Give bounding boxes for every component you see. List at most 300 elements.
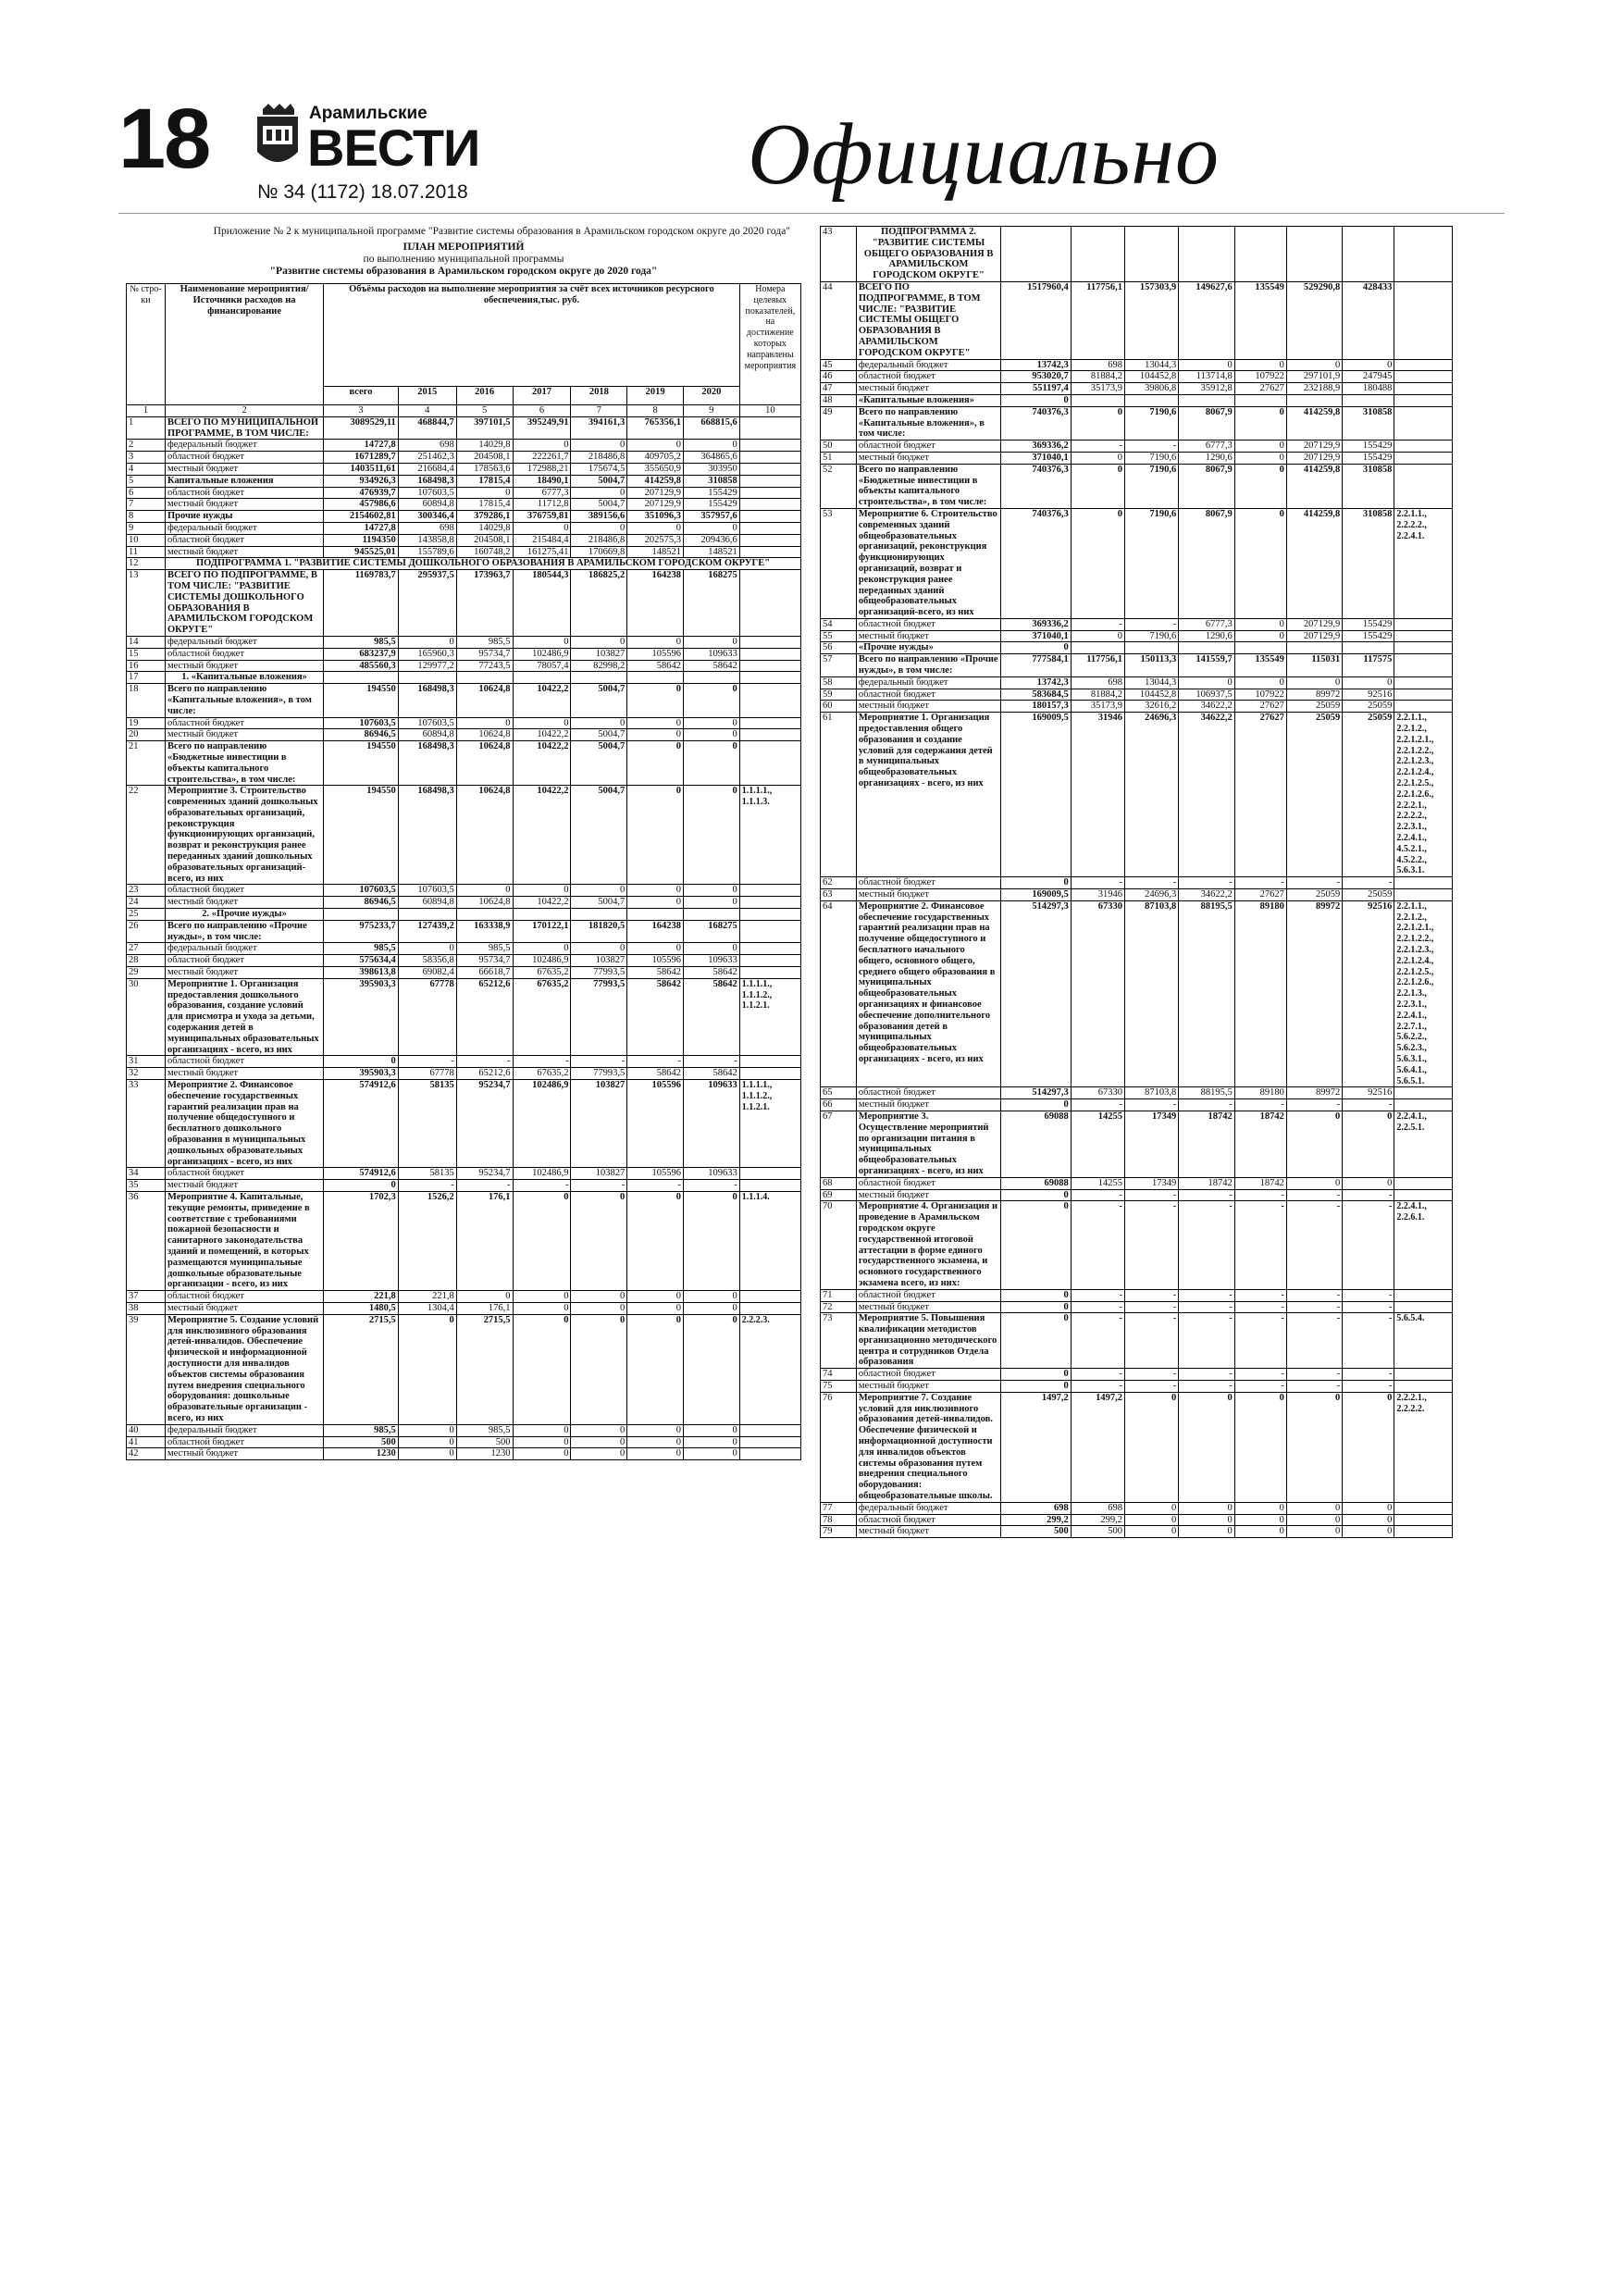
value-cell: 0 bbox=[1001, 877, 1072, 889]
value-cell bbox=[1286, 227, 1342, 282]
value-cell: 698 bbox=[398, 522, 456, 534]
value-cell: 5004,7 bbox=[571, 475, 627, 487]
row-name: 1. «Капитальные вложения» bbox=[165, 672, 323, 684]
row-name: Всего по направлению «Бюджетные инвестиции в объекты капитального строительства», в том числе: bbox=[165, 741, 323, 786]
value-cell bbox=[1234, 227, 1286, 282]
value-cell: - bbox=[627, 1056, 684, 1068]
value-cell: - bbox=[1286, 1099, 1342, 1111]
row-number: 53 bbox=[821, 508, 857, 618]
value-cell: 371040,1 bbox=[1001, 452, 1072, 464]
target-codes bbox=[1394, 394, 1453, 406]
row-name: местный бюджет bbox=[165, 660, 323, 672]
value-cell: 0 bbox=[627, 717, 684, 729]
target-codes bbox=[739, 487, 800, 499]
value-cell: 414259,8 bbox=[627, 475, 684, 487]
table-row bbox=[127, 534, 801, 546]
row-number: 5 bbox=[127, 475, 166, 487]
value-cell: 115031 bbox=[1286, 654, 1342, 677]
value-cell: 7190,6 bbox=[1125, 508, 1179, 618]
value-cell bbox=[571, 909, 627, 921]
value-cell: 6777,3 bbox=[1179, 618, 1234, 630]
value-cell: 428433 bbox=[1343, 281, 1394, 359]
row-number: 8 bbox=[127, 511, 166, 523]
row-number: 37 bbox=[127, 1291, 166, 1303]
value-cell: 2715,5 bbox=[456, 1314, 513, 1424]
value-cell: 69088 bbox=[1001, 1111, 1072, 1177]
row-number: 28 bbox=[127, 955, 166, 967]
value-cell: 95234,7 bbox=[456, 1080, 513, 1168]
value-cell: 0 bbox=[513, 943, 571, 955]
value-cell: 379286,1 bbox=[456, 511, 513, 523]
value-cell: 107922 bbox=[1234, 689, 1286, 701]
target-codes bbox=[1394, 642, 1453, 654]
target-codes bbox=[1394, 689, 1453, 701]
value-cell: 209436,6 bbox=[683, 534, 739, 546]
value-cell: 18490,1 bbox=[513, 475, 571, 487]
value-cell: 0 bbox=[1179, 676, 1234, 689]
target-codes bbox=[739, 1168, 800, 1180]
value-cell: 24696,3 bbox=[1125, 889, 1179, 901]
row-number: 69 bbox=[821, 1189, 857, 1201]
newspaper-logo bbox=[255, 104, 480, 178]
value-cell: - bbox=[1071, 1099, 1124, 1111]
row-name: Мероприятие 5. Создание условий для инклюзивного образования детей-инвалидов. Обеспечение физической и информационной доступности для инвалидов объектов системы образования путем внедрения специального оборудования: дошкольные образовательные организации - всего, из них bbox=[165, 1314, 323, 1424]
appendix-note: Приложение № 2 к муниципальной программе "Развитие системы образования в Арамильском городском округе до 2020 года" bbox=[213, 226, 790, 237]
target-codes: 2.2.1.1., 2.2.1.2., 2.2.1.2.1., 2.2.1.2.2., 2.2.1.2.3., 2.2.1.2.4., 2.2.1.2.5., 2.2.1.2.6., 2.2.1.3., 2.2.3.1., 2.2.4.1., 2.2.7.1., 5.6.2.2., 5.6.2.3., 5.6.3.1., 5.6.4.1., 5.6.5.1. bbox=[1394, 900, 1453, 1087]
value-cell: 0 bbox=[571, 440, 627, 452]
value-cell: 398613,8 bbox=[324, 967, 399, 979]
value-cell: 129977,2 bbox=[398, 660, 456, 672]
table-row bbox=[127, 684, 801, 717]
value-cell bbox=[456, 672, 513, 684]
value-cell: 31946 bbox=[1071, 713, 1124, 877]
value-cell: 207129,9 bbox=[1286, 630, 1342, 642]
value-cell: 698 bbox=[1001, 1502, 1072, 1514]
value-cell: - bbox=[1071, 618, 1124, 630]
target-codes bbox=[1394, 281, 1453, 359]
value-cell: 0 bbox=[1234, 508, 1286, 618]
value-cell: - bbox=[1125, 618, 1179, 630]
value-cell: 18742 bbox=[1234, 1111, 1286, 1177]
value-cell: 0 bbox=[456, 885, 513, 897]
row-number: 11 bbox=[127, 546, 166, 558]
target-codes bbox=[1394, 452, 1453, 464]
table-row bbox=[127, 672, 801, 684]
row-number: 36 bbox=[127, 1191, 166, 1290]
value-cell: 0 bbox=[1286, 1177, 1342, 1189]
value-cell: 77993,5 bbox=[571, 1068, 627, 1080]
value-cell: - bbox=[1286, 1289, 1342, 1301]
row-number: 20 bbox=[127, 729, 166, 741]
subprogram-title: ПОДПРОГРАММА 1. "РАЗВИТИЕ СИСТЕМЫ ДОШКОЛЬНОГО ОБРАЗОВАНИЯ В АРАМИЛЬСКОМ ГОРОДСКОМ ОКРУГЕ" bbox=[165, 558, 800, 570]
value-cell: 0 bbox=[683, 717, 739, 729]
value-cell: 155429 bbox=[683, 487, 739, 499]
value-cell: 0 bbox=[627, 440, 684, 452]
row-name: Всего по направлению «Капитальные вложения», в том числе: bbox=[165, 684, 323, 717]
value-cell: 148521 bbox=[627, 546, 684, 558]
row-name: федеральный бюджет bbox=[856, 1502, 1000, 1514]
value-cell: 77993,5 bbox=[571, 967, 627, 979]
table-row bbox=[821, 1301, 1453, 1313]
value-cell: 0 bbox=[683, 1436, 739, 1448]
value-cell: 1526,2 bbox=[398, 1191, 456, 1290]
value-cell: 0 bbox=[513, 1302, 571, 1314]
target-codes: 1.1.1.4. bbox=[739, 1191, 800, 1290]
value-cell: 740376,3 bbox=[1001, 464, 1072, 508]
value-cell: 0 bbox=[1234, 1392, 1286, 1502]
header-name: Наименование мероприятия/Источники расходов на финансирование bbox=[165, 284, 323, 405]
value-cell: 0 bbox=[683, 1314, 739, 1424]
value-cell: - bbox=[456, 1056, 513, 1068]
value-cell bbox=[627, 909, 684, 921]
value-cell: 34622,2 bbox=[1179, 889, 1234, 901]
value-cell: 17349 bbox=[1125, 1111, 1179, 1177]
row-name: «Прочие нужды» bbox=[856, 642, 1000, 654]
value-cell: 574912,6 bbox=[324, 1168, 399, 1180]
value-cell: 58135 bbox=[398, 1080, 456, 1168]
value-cell: 161275,41 bbox=[513, 546, 571, 558]
value-cell: 0 bbox=[1234, 464, 1286, 508]
row-number: 34 bbox=[127, 1168, 166, 1180]
value-cell: 204508,1 bbox=[456, 534, 513, 546]
table-row bbox=[821, 1201, 1453, 1289]
row-number: 25 bbox=[127, 909, 166, 921]
value-cell: 0 bbox=[627, 1314, 684, 1424]
value-cell: 5004,7 bbox=[571, 897, 627, 909]
value-cell: 300346,4 bbox=[398, 511, 456, 523]
row-name: местный бюджет bbox=[165, 499, 323, 511]
value-cell bbox=[1071, 642, 1124, 654]
value-cell: 2715,5 bbox=[324, 1314, 399, 1424]
year-2018: 2018 bbox=[571, 387, 627, 405]
value-cell: 78057,4 bbox=[513, 660, 571, 672]
value-cell: 0 bbox=[1234, 676, 1286, 689]
value-cell: 0 bbox=[1343, 676, 1394, 689]
target-codes bbox=[739, 909, 800, 921]
table-row bbox=[127, 729, 801, 741]
table-row bbox=[127, 487, 801, 499]
value-cell: 985,5 bbox=[456, 943, 513, 955]
value-cell bbox=[1125, 394, 1179, 406]
table-row bbox=[821, 676, 1453, 689]
target-codes bbox=[1394, 654, 1453, 677]
value-cell: 58642 bbox=[627, 978, 684, 1056]
index-cell: 1 bbox=[127, 405, 166, 417]
value-cell: - bbox=[1234, 1301, 1286, 1313]
value-cell: 0 bbox=[683, 1424, 739, 1436]
index-cell: 6 bbox=[513, 405, 571, 417]
row-number: 79 bbox=[821, 1526, 857, 1538]
row-number: 43 bbox=[821, 227, 857, 282]
row-number: 58 bbox=[821, 676, 857, 689]
value-cell: - bbox=[1179, 877, 1234, 889]
row-name: областной бюджет bbox=[856, 1514, 1000, 1526]
value-cell: 1290,6 bbox=[1179, 630, 1234, 642]
value-cell: 163338,9 bbox=[456, 920, 513, 943]
value-cell: 89972 bbox=[1286, 689, 1342, 701]
target-codes bbox=[1394, 464, 1453, 508]
row-number: 50 bbox=[821, 441, 857, 453]
value-cell: 0 bbox=[1071, 452, 1124, 464]
value-cell: - bbox=[1343, 1381, 1394, 1393]
value-cell: 0 bbox=[513, 636, 571, 648]
value-cell: 310858 bbox=[1343, 508, 1394, 618]
table-row bbox=[127, 1068, 801, 1080]
row-number: 61 bbox=[821, 713, 857, 877]
value-cell: 1671289,7 bbox=[324, 452, 399, 464]
table-row bbox=[127, 955, 801, 967]
value-cell: 357957,6 bbox=[683, 511, 739, 523]
row-number: 52 bbox=[821, 464, 857, 508]
index-cell: 9 bbox=[683, 405, 739, 417]
target-codes bbox=[1394, 1526, 1453, 1538]
value-cell: 180157,3 bbox=[1001, 701, 1072, 713]
header-divider bbox=[118, 213, 1505, 214]
target-codes bbox=[739, 475, 800, 487]
value-cell: 103827 bbox=[571, 955, 627, 967]
value-cell: 87103,8 bbox=[1125, 1087, 1179, 1099]
value-cell: 102486,9 bbox=[513, 1080, 571, 1168]
target-codes bbox=[739, 546, 800, 558]
row-number: 49 bbox=[821, 406, 857, 440]
value-cell: 364865,6 bbox=[683, 452, 739, 464]
value-cell: 0 bbox=[571, 1436, 627, 1448]
row-number: 24 bbox=[127, 897, 166, 909]
value-cell: 27627 bbox=[1234, 701, 1286, 713]
table-row bbox=[127, 1448, 801, 1460]
value-cell: 7190,6 bbox=[1125, 452, 1179, 464]
value-cell: 683237,9 bbox=[324, 648, 399, 660]
row-name: областной бюджет bbox=[165, 717, 323, 729]
value-cell: 0 bbox=[571, 1291, 627, 1303]
value-cell: 102486,9 bbox=[513, 1168, 571, 1180]
row-name: Всего по направлению «Бюджетные инвестиции в объекты капитального строительства», в том числе: bbox=[856, 464, 1000, 508]
row-number: 23 bbox=[127, 885, 166, 897]
row-number: 41 bbox=[127, 1436, 166, 1448]
value-cell: 77993,5 bbox=[571, 978, 627, 1056]
value-cell: 89972 bbox=[1286, 900, 1342, 1087]
row-number: 66 bbox=[821, 1099, 857, 1111]
issue-info: № 34 (1172) 18.07.2018 bbox=[257, 181, 468, 203]
value-cell: 0 bbox=[1071, 406, 1124, 440]
value-cell: - bbox=[513, 1056, 571, 1068]
value-cell: - bbox=[1125, 1313, 1179, 1369]
table-row bbox=[127, 1168, 801, 1180]
value-cell: 395903,3 bbox=[324, 1068, 399, 1080]
value-cell: 0 bbox=[513, 1448, 571, 1460]
value-cell: 0 bbox=[398, 943, 456, 955]
row-number: 35 bbox=[127, 1180, 166, 1192]
table-row bbox=[821, 464, 1453, 508]
target-codes bbox=[1394, 1099, 1453, 1111]
row-name: местный бюджет bbox=[856, 452, 1000, 464]
row-name: Всего по направлению «Капитальные вложения», в том числе: bbox=[856, 406, 1000, 440]
value-cell: 92516 bbox=[1343, 900, 1394, 1087]
value-cell: 0 bbox=[1125, 1502, 1179, 1514]
logo-top-text: Арамильские bbox=[309, 104, 427, 123]
value-cell: 89180 bbox=[1234, 900, 1286, 1087]
table-row bbox=[821, 359, 1453, 371]
value-cell: 14029,8 bbox=[456, 522, 513, 534]
target-codes bbox=[1394, 1177, 1453, 1189]
table-row bbox=[821, 1289, 1453, 1301]
value-cell: 109633 bbox=[683, 955, 739, 967]
value-cell: 10422,2 bbox=[513, 729, 571, 741]
value-cell: - bbox=[1179, 1369, 1234, 1381]
value-cell: 514297,3 bbox=[1001, 900, 1072, 1087]
table-row bbox=[127, 1180, 801, 1192]
value-cell: - bbox=[1125, 1301, 1179, 1313]
value-cell: 0 bbox=[1234, 441, 1286, 453]
row-number: 26 bbox=[127, 920, 166, 943]
row-name: федеральный бюджет bbox=[165, 943, 323, 955]
table-row bbox=[127, 741, 801, 786]
value-cell: 0 bbox=[1343, 1514, 1394, 1526]
row-name: ВСЕГО ПО ПОДПРОГРАММЕ, В ТОМ ЧИСЛЕ: "РАЗВИТИЕ СИСТЕМЫ ОБЩЕГО ОБРАЗОВАНИЯ В АРАМИЛЬСКОМ ГОРОДСКОМ ОКРУГЕ" bbox=[856, 281, 1000, 359]
row-name: Мероприятие 2. Финансовое обеспечение государственных гарантий реализации прав на получение общедоступного и бесплатного начального общего, основного общего, среднего общего образования в муниципальных общеобразовательных организациях и финансовое обеспечение дополнительного образования детей в муниципальных общеобразовательных организациях - всего, из них bbox=[856, 900, 1000, 1087]
value-cell: 67635,2 bbox=[513, 967, 571, 979]
value-cell: 583684,5 bbox=[1001, 689, 1072, 701]
row-name: областной бюджет bbox=[165, 1291, 323, 1303]
value-cell: - bbox=[1286, 1201, 1342, 1289]
value-cell: 0 bbox=[627, 636, 684, 648]
value-cell bbox=[1286, 394, 1342, 406]
row-name: местный бюджет bbox=[165, 546, 323, 558]
table-row bbox=[821, 227, 1453, 282]
row-name: Мероприятие 6. Строительство современных зданий общеобразовательных организаций, реконструкция функционирующих организаций, возврат и реконструкция ранее переданных зданий общеобразовательных организаций-всего, из них bbox=[856, 508, 1000, 618]
value-cell: - bbox=[1343, 1289, 1394, 1301]
value-cell: 92516 bbox=[1343, 1087, 1394, 1099]
value-cell: 0 bbox=[1179, 359, 1234, 371]
value-cell: 194550 bbox=[324, 741, 399, 786]
target-codes bbox=[1394, 618, 1453, 630]
value-cell: 0 bbox=[1179, 1392, 1234, 1502]
target-codes bbox=[1394, 701, 1453, 713]
value-cell: 0 bbox=[683, 1291, 739, 1303]
value-cell bbox=[1001, 227, 1072, 282]
value-cell: 14255 bbox=[1071, 1177, 1124, 1189]
table-row bbox=[127, 1314, 801, 1424]
value-cell: 105596 bbox=[627, 1080, 684, 1168]
target-codes bbox=[739, 1448, 800, 1460]
table-row bbox=[821, 900, 1453, 1087]
row-name: местный бюджет bbox=[165, 1448, 323, 1460]
row-number: 10 bbox=[127, 534, 166, 546]
target-codes bbox=[739, 416, 800, 440]
value-cell: 215484,4 bbox=[513, 534, 571, 546]
value-cell: - bbox=[1286, 1301, 1342, 1313]
value-cell: 5004,7 bbox=[571, 499, 627, 511]
row-number: 14 bbox=[127, 636, 166, 648]
value-cell: 0 bbox=[627, 1191, 684, 1290]
target-codes bbox=[739, 920, 800, 943]
value-cell: 0 bbox=[1343, 1526, 1394, 1538]
value-cell: 10624,8 bbox=[456, 786, 513, 885]
value-cell: 389156,6 bbox=[571, 511, 627, 523]
value-cell: 148521 bbox=[683, 546, 739, 558]
row-name: областной бюджет bbox=[165, 534, 323, 546]
value-cell: - bbox=[1125, 1099, 1179, 1111]
target-codes bbox=[739, 440, 800, 452]
value-cell: 117575 bbox=[1343, 654, 1394, 677]
value-cell: 66618,7 bbox=[456, 967, 513, 979]
value-cell: 1702,3 bbox=[324, 1191, 399, 1290]
table-row bbox=[821, 383, 1453, 395]
value-cell: 186825,2 bbox=[571, 570, 627, 637]
value-cell: 1497,2 bbox=[1001, 1392, 1072, 1502]
value-cell: 740376,3 bbox=[1001, 508, 1072, 618]
row-name: областной бюджет bbox=[856, 1289, 1000, 1301]
value-cell: 1480,5 bbox=[324, 1302, 399, 1314]
value-cell: 86946,5 bbox=[324, 729, 399, 741]
value-cell: 35912,8 bbox=[1179, 383, 1234, 395]
table-row bbox=[127, 660, 801, 672]
target-codes bbox=[739, 522, 800, 534]
page-number: 18 bbox=[118, 92, 210, 186]
value-cell: 0 bbox=[571, 1448, 627, 1460]
value-cell: 0 bbox=[1001, 1099, 1072, 1111]
value-cell: 0 bbox=[513, 1314, 571, 1424]
row-name: областной бюджет bbox=[856, 1087, 1000, 1099]
value-cell: 395903,3 bbox=[324, 978, 399, 1056]
table-row bbox=[127, 1191, 801, 1290]
value-cell: 1497,2 bbox=[1071, 1392, 1124, 1502]
value-cell bbox=[1179, 394, 1234, 406]
value-cell: 740376,3 bbox=[1001, 406, 1072, 440]
value-cell: 168275 bbox=[683, 570, 739, 637]
row-number: 59 bbox=[821, 689, 857, 701]
value-cell: - bbox=[1071, 1189, 1124, 1201]
value-cell: 0 bbox=[1125, 1392, 1179, 1502]
value-cell: 194550 bbox=[324, 786, 399, 885]
value-cell: 218486,8 bbox=[571, 452, 627, 464]
value-cell: 13044,3 bbox=[1125, 676, 1179, 689]
row-name: федеральный бюджет bbox=[165, 1424, 323, 1436]
value-cell: 0 bbox=[398, 1448, 456, 1460]
target-codes bbox=[1394, 676, 1453, 689]
row-name: местный бюджет bbox=[165, 1180, 323, 1192]
value-cell: 109633 bbox=[683, 648, 739, 660]
value-cell: - bbox=[1343, 1099, 1394, 1111]
row-number: 9 bbox=[127, 522, 166, 534]
value-cell: 106937,5 bbox=[1179, 689, 1234, 701]
value-cell: - bbox=[1125, 441, 1179, 453]
target-codes bbox=[739, 1180, 800, 1192]
table-row bbox=[127, 897, 801, 909]
value-cell: 7190,6 bbox=[1125, 464, 1179, 508]
year-2015: 2015 bbox=[398, 387, 456, 405]
left-column bbox=[126, 226, 801, 1460]
value-cell: - bbox=[513, 1180, 571, 1192]
row-name: местный бюджет bbox=[165, 967, 323, 979]
row-number: 51 bbox=[821, 452, 857, 464]
value-cell: 95734,7 bbox=[456, 648, 513, 660]
value-cell: 355650,9 bbox=[627, 463, 684, 475]
value-cell: 10422,2 bbox=[513, 741, 571, 786]
value-cell: 0 bbox=[683, 1191, 739, 1290]
value-cell: 105596 bbox=[627, 1168, 684, 1180]
row-number: 1 bbox=[127, 416, 166, 440]
value-cell: 155429 bbox=[1343, 630, 1394, 642]
value-cell: 109633 bbox=[683, 1168, 739, 1180]
value-cell: 27627 bbox=[1234, 889, 1286, 901]
value-cell: 207129,9 bbox=[1286, 441, 1342, 453]
value-cell: 207129,9 bbox=[627, 499, 684, 511]
value-cell: 25059 bbox=[1343, 701, 1394, 713]
value-cell: 0 bbox=[571, 943, 627, 955]
target-codes bbox=[739, 967, 800, 979]
table-row bbox=[127, 499, 801, 511]
